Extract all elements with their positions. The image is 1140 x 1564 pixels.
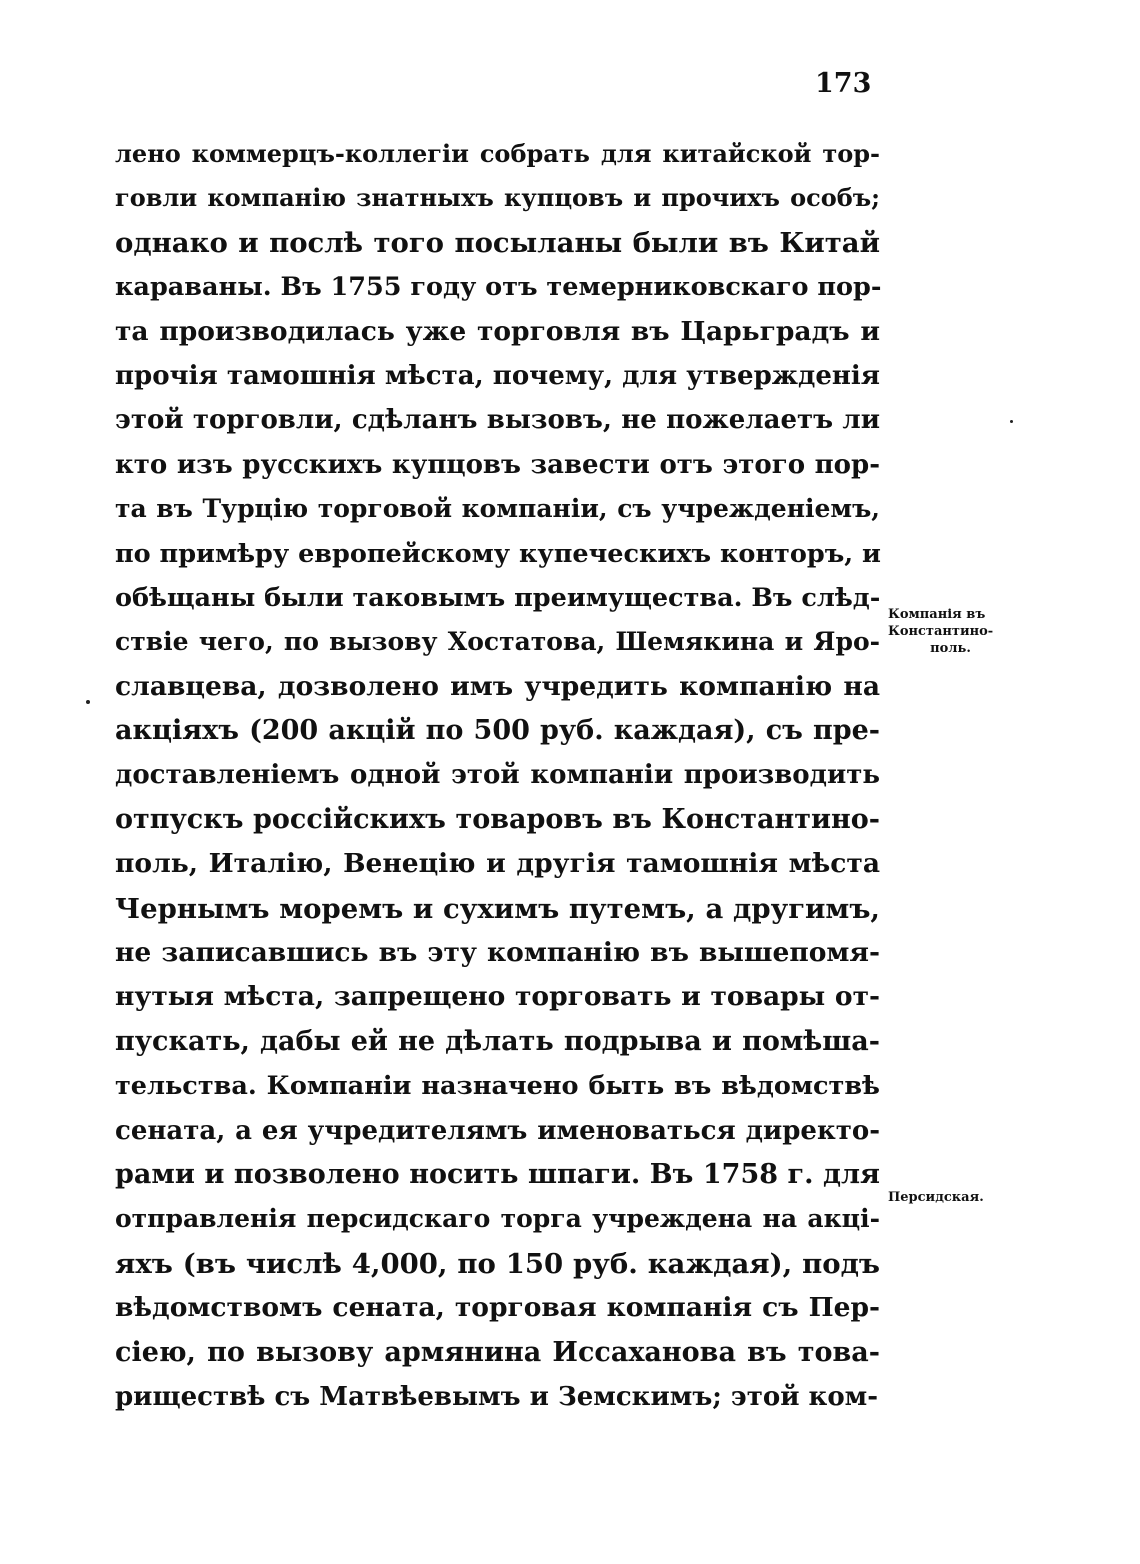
text-line: вѣдомствомъ сената, торговая компанія съ Пер-	[115, 1292, 880, 1324]
text-line: пускать, дабы ей не дѣлать подрыва и помѣша-	[115, 1025, 880, 1057]
ink-speck	[86, 700, 90, 704]
text-line: сената, а ея учредителямъ именоваться директо-	[115, 1115, 880, 1146]
text-line: та въ Турцію торговой компаніи, съ учрежденіемъ,	[115, 494, 880, 524]
text-line: поль, Италію, Венецію и другія тамошнія мѣста	[115, 848, 880, 880]
margin-note-line: Константино-	[888, 624, 994, 639]
text-line: обѣщаны были таковымъ преимущества. Въ слѣд-	[115, 582, 881, 613]
text-line: по примѣру европейскому купеческихъ конторъ, и	[115, 538, 881, 569]
margin-note-line: Компанія въ	[888, 607, 986, 622]
text-line: яхъ (въ числѣ 4,000, по 150 руб. каждая), подъ	[115, 1247, 880, 1280]
text-line: рами и позволено носить шпаги. Въ 1758 г. для	[115, 1158, 880, 1190]
body-text	[115, 132, 880, 1419]
text-line: отпускъ россійскихъ товаровъ въ Константино-	[115, 803, 880, 835]
ink-speck	[1010, 420, 1013, 423]
text-line: однако и послѣ того посыланы были въ Китай	[115, 226, 880, 259]
text-line: Чернымъ моремъ и сухимъ путемъ, а другимъ,	[115, 892, 880, 925]
text-line: доставленіемъ одной этой компаніи производить	[115, 760, 880, 791]
text-line: не записавшись въ эту компанію въ вышепомя-	[115, 937, 880, 969]
margin-note-persian: Персидская.	[888, 1190, 984, 1205]
text-line: говли компанію знатныхъ купцовъ и прочихъ особъ;	[115, 183, 880, 213]
margin-note-constantinople	[888, 606, 1013, 657]
text-line: отправленія персидскаго торга учреждена на акці-	[115, 1204, 880, 1234]
text-line: лено коммерцъ-коллегіи собрать для китайской тор-	[115, 139, 880, 168]
text-line: караваны. Въ 1755 году отъ темерниковскаго пор-	[115, 272, 882, 303]
margin-note-line: поль.	[930, 641, 971, 656]
text-line: кто изъ русскихъ купцовъ завести отъ этого пор-	[115, 449, 880, 480]
text-line: тельства. Компаніи назначено быть въ вѣдомствѣ	[115, 1071, 880, 1102]
text-line: нутыя мѣста, запрещено торговать и товары от-	[115, 981, 880, 1013]
text-line: прочія тамошнія мѣста, почему, для утвержденія	[115, 360, 880, 391]
text-line: этой торговли, сдѣланъ вызовъ, не пожелаетъ ли	[115, 405, 880, 436]
text-line: сіею, по вызову армянина Иссаханова въ това-	[115, 1336, 880, 1368]
text-line: акціяхъ (200 акцій по 500 руб. каждая), съ пре-	[115, 715, 880, 747]
page-number: 173	[815, 68, 872, 99]
text-line: та производилась уже торговля въ Царьградъ и	[115, 315, 880, 347]
text-line: риществѣ съ Матвѣевымъ и Земскимъ; этой ком-	[115, 1381, 879, 1412]
text-line: славцева, дозволено имъ учредить компанію на	[115, 670, 880, 702]
text-line: ствіе чего, по вызову Хостатова, Шемякина и Яро-	[115, 627, 880, 657]
